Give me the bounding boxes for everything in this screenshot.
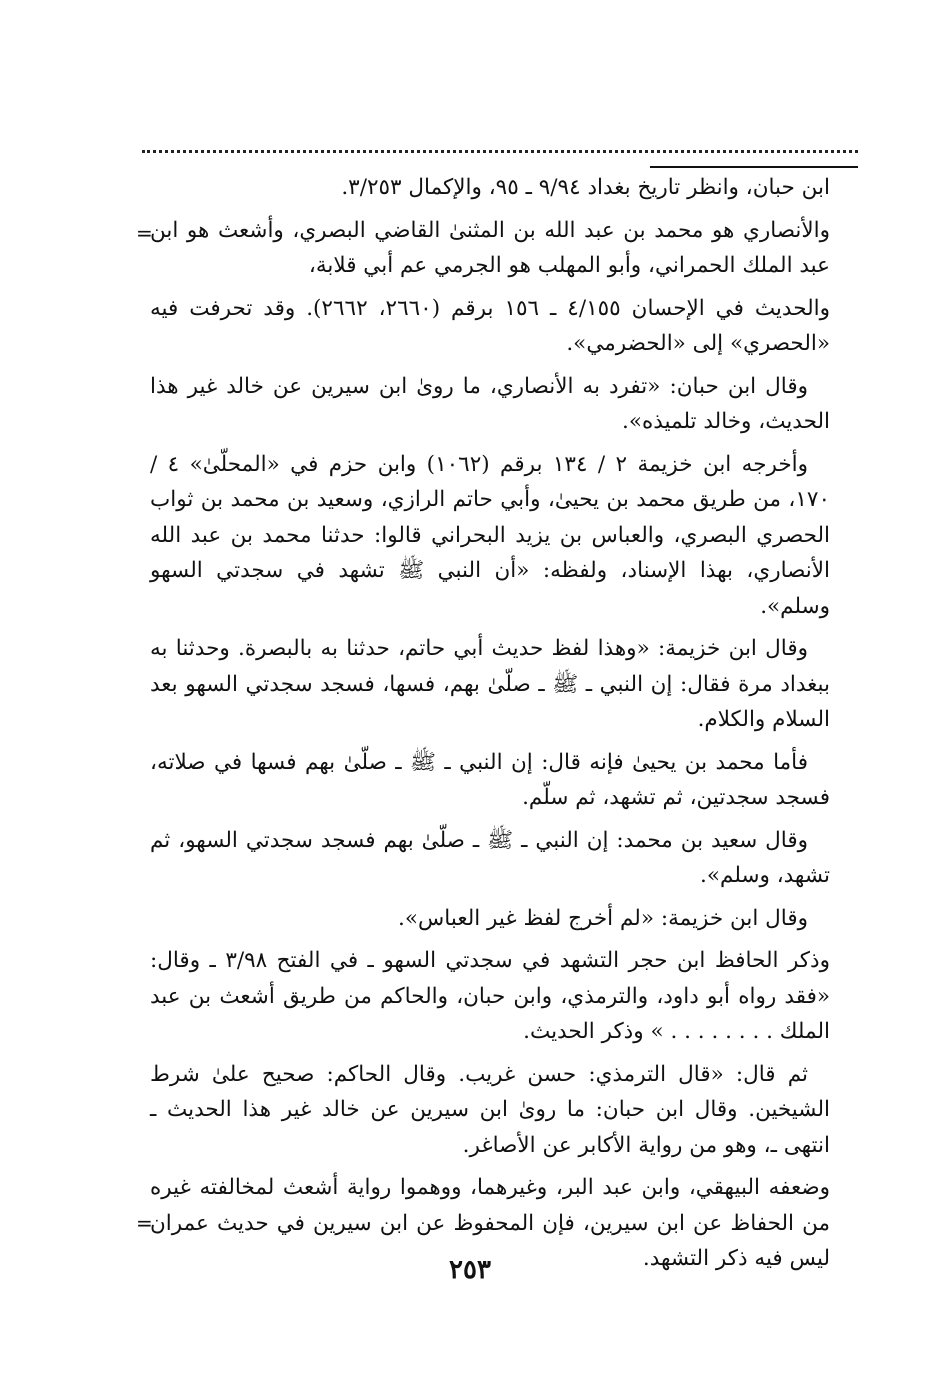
paragraph: والحديث في الإحسان ٤/١٥٥ ـ ١٥٦ برقم (٢٦٦٠، ٢٦٦٢). وقد تحرفت فيه «الحصري» إلى «الحضرمي».	[150, 295, 830, 356]
paragraph: ابن حبان، وانظر تاريخ بغداد ٩/٩٤ ـ ٩٥، والإكمال ٣/٢٥٣.	[341, 175, 830, 200]
continuation-mark-bottom: =	[136, 1211, 153, 1235]
continuation-mark-top: =	[136, 221, 153, 245]
paragraph: وضعفه البيهقي، وابن عبد البر، وغيرهما، ووهموا رواية أشعث لمخالفته غيره من الحفاظ عن ابن سيرين، فإن المحفوظ عن ابن سيرين في حديث عمران ليس فيه ذكر التشهد.	[150, 1175, 830, 1271]
paragraph: ثم قال: «قال الترمذي: حسن غريب. وقال الحاكم: صحيح علىٰ شرط الشيخين. وقال ابن حبان: ما روىٰ ابن سيرين عن خالد غير هذا الحديث ـ انتهى ـ، وهو من رواية الأكابر عن الأصاغر.	[150, 1061, 830, 1158]
paragraph: وأخرجه ابن خزيمة ٢ / ١٣٤ برقم (١٠٦٢) وابن حزم في «المحلّىٰ» ٤ / ١٧٠، من طريق محمد بن يحيىٰ، وأبي حاتم الرازي، وسعيد بن محمد بن ثواب الحصري البصري، والعباس بن يزيد البحراني قالوا: حدثنا محمد بن عبد الله الأنصاري، بهذا الإسناد، ولفظه: «أن النبي ﷺ تشهد في سجدتي السهو وسلم».	[150, 451, 830, 619]
paragraph: وقال سعيد بن محمد: إن النبي ـ ﷺ ـ صلّىٰ بهم فسجد سجدتي السهو، ثم تشهد، وسلم».	[150, 827, 830, 888]
paragraph: فأما محمد بن يحيىٰ فإنه قال: إن النبي ـ ﷺ ـ صلّىٰ بهم فسها في صلاته، فسجد سجدتين، ثم تشهد، ثم سلّم.	[150, 749, 830, 810]
footnote-rule	[650, 166, 858, 168]
paragraph: وقال ابن خزيمة: «وهذا لفظ حديث أبي حاتم، حدثنا به بالبصرة. وحدثنا به ببغداد مرة فقال: إن النبي ـ ﷺ ـ صلّىٰ بهم، فسها، فسجد سجدتي السهو بعد السلام والكلام.	[150, 636, 830, 732]
footnote-text	[150, 170, 830, 1284]
paragraph: وقال ابن حبان: «تفرد به الأنصاري، ما روىٰ ابن سيرين عن خالد غير هذا الحديث، وخالد تلميذه».	[150, 373, 830, 434]
paragraph: وقال ابن خزيمة: «لم أخرج لفظ غير العباس».	[398, 905, 808, 931]
paragraph: والأنصاري هو محمد بن عبد الله بن المثنىٰ القاضي البصري، وأشعث هو ابن عبد الملك الحمراني، وأبو المهلب هو الجرمي عم أبي قلابة،	[150, 217, 830, 278]
dotted-separator	[142, 150, 858, 153]
paragraph: وذكر الحافظ ابن حجر التشهد في سجدتي السهو ـ في الفتح ٣/٩٨ ـ وقال: «فقد رواه أبو داود، والترمذي، وابن حبان، والحاكم من طريق أشعث بن عبد الملك . . . . . . . . » وذكر الحديث.	[150, 948, 830, 1044]
page-number: ٢٥٣	[449, 1255, 491, 1285]
